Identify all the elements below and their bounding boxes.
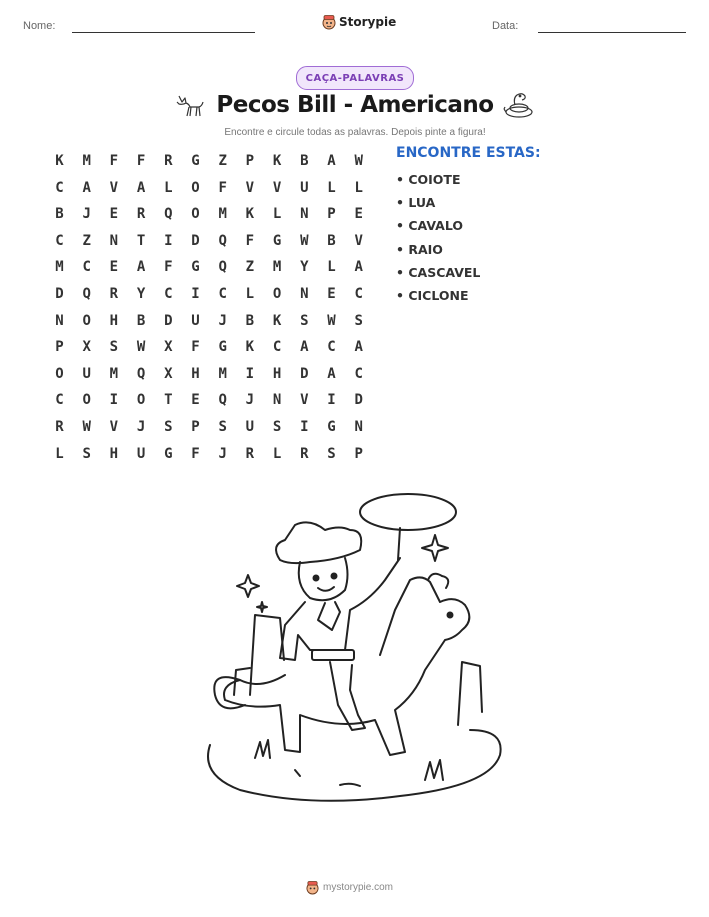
grid-cell[interactable]: Q	[218, 392, 227, 409]
grid-cell[interactable]: Q	[164, 206, 173, 223]
grid-cell[interactable]: O	[136, 392, 146, 409]
name-field-line[interactable]	[72, 32, 255, 33]
grid-cell[interactable]: Y	[300, 259, 309, 276]
grid-cell[interactable]: Z	[245, 259, 255, 276]
grid-cell[interactable]: R	[164, 153, 173, 169]
grid-cell[interactable]: N	[354, 419, 363, 435]
grid-cell[interactable]: N	[300, 286, 309, 302]
grid-cell[interactable]: R	[245, 445, 255, 462]
grid-cell[interactable]: O	[55, 365, 64, 382]
page-title: Pecos Bill - Americano	[216, 92, 494, 118]
grid-cell[interactable]: Q	[136, 365, 146, 382]
grid-cell[interactable]: V	[272, 179, 282, 196]
grid-cell[interactable]: F	[164, 259, 173, 276]
grid-cell[interactable]: E	[109, 259, 119, 276]
grid-cell[interactable]: C	[82, 259, 91, 276]
coyote-icon	[175, 92, 205, 120]
grid-cell[interactable]: E	[109, 206, 119, 223]
grid-cell[interactable]: H	[109, 445, 119, 462]
grid-cell[interactable]: Z	[218, 153, 227, 169]
grid-cell[interactable]: A	[82, 179, 91, 196]
grid-cell[interactable]: X	[164, 365, 173, 382]
grid-cell[interactable]: F	[136, 153, 146, 169]
grid-cell[interactable]: O	[191, 179, 200, 196]
grid-cell[interactable]: Z	[82, 232, 91, 249]
grid-cell[interactable]: C	[218, 286, 227, 302]
grid-cell[interactable]: K	[272, 312, 282, 329]
grid-cell[interactable]: L	[245, 286, 255, 302]
grid-cell[interactable]: J	[82, 206, 91, 223]
grid-cell[interactable]: F	[191, 339, 200, 356]
grid-cell[interactable]: S	[164, 419, 173, 435]
grid-cell[interactable]: A	[300, 339, 309, 356]
grid-cell[interactable]: Q	[218, 232, 227, 249]
grid-cell[interactable]: V	[245, 179, 255, 196]
grid-cell[interactable]: G	[191, 153, 200, 169]
grid-cell[interactable]: J	[136, 419, 146, 435]
storypie-mascot-icon	[322, 14, 336, 30]
grid-cell[interactable]: K	[272, 153, 282, 169]
grid-cell[interactable]: M	[272, 259, 282, 276]
grid-cell[interactable]: F	[218, 179, 227, 196]
grid-cell[interactable]: C	[272, 339, 282, 356]
grid-cell[interactable]: N	[300, 206, 309, 223]
word-list-title: ENCONTRE ESTAS:	[396, 145, 541, 161]
grid-cell[interactable]: O	[191, 206, 200, 223]
grid-cell[interactable]: P	[327, 206, 336, 223]
grid-cell[interactable]: D	[354, 392, 363, 409]
grid-cell[interactable]: O	[82, 312, 91, 329]
grid-cell[interactable]: G	[327, 419, 336, 435]
grid-cell[interactable]: P	[245, 153, 255, 169]
grid-cell[interactable]: S	[272, 419, 282, 435]
grid-cell[interactable]: L	[164, 179, 173, 196]
grid-cell[interactable]: S	[300, 312, 309, 329]
grid-cell[interactable]: Q	[218, 259, 227, 276]
grid-cell[interactable]: I	[245, 365, 255, 382]
grid-cell[interactable]: F	[109, 153, 119, 169]
grid-cell[interactable]: L	[55, 445, 64, 462]
word-item: • RAIO	[396, 241, 443, 257]
grid-cell[interactable]: C	[354, 365, 363, 382]
grid-cell[interactable]: K	[245, 339, 255, 356]
grid-cell[interactable]: T	[164, 392, 173, 409]
word-item: • CICLONE	[396, 287, 469, 303]
grid-cell[interactable]: E	[191, 392, 200, 409]
grid-cell[interactable]: U	[300, 179, 309, 196]
grid-cell[interactable]: L	[327, 179, 336, 196]
grid-cell[interactable]: B	[327, 232, 336, 249]
grid-cell[interactable]: W	[136, 339, 146, 356]
word-item: • COIOTE	[396, 172, 461, 187]
grid-cell[interactable]: O	[82, 392, 91, 409]
grid-cell[interactable]: A	[327, 153, 336, 169]
grid-cell[interactable]: I	[191, 286, 200, 302]
grid-cell[interactable]: M	[218, 206, 227, 223]
grid-cell[interactable]: I	[300, 419, 309, 435]
grid-cell[interactable]: D	[55, 286, 64, 302]
grid-cell[interactable]: Q	[82, 286, 91, 302]
grid-cell[interactable]: C	[164, 286, 173, 302]
grid-cell[interactable]: X	[82, 339, 91, 356]
grid-cell[interactable]: N	[55, 312, 64, 329]
grid-cell[interactable]: L	[327, 259, 336, 276]
grid-cell[interactable]: J	[218, 312, 227, 329]
grid-cell[interactable]: P	[55, 339, 64, 356]
grid-cell[interactable]: C	[327, 339, 336, 356]
grid-cell[interactable]: A	[354, 259, 363, 276]
grid-cell[interactable]: J	[245, 392, 255, 409]
grid-cell[interactable]: B	[55, 206, 64, 223]
grid-cell[interactable]: S	[82, 445, 91, 462]
grid-cell[interactable]: G	[191, 259, 200, 276]
grid-cell[interactable]: H	[109, 312, 119, 329]
grid-cell[interactable]: G	[218, 339, 227, 356]
grid-cell[interactable]: W	[354, 153, 363, 169]
grid-cell[interactable]: R	[136, 206, 146, 223]
grid-cell[interactable]: K	[55, 153, 64, 169]
grid-cell[interactable]: W	[327, 312, 336, 329]
grid-cell[interactable]: U	[191, 312, 200, 329]
grid-cell[interactable]: J	[218, 445, 227, 462]
grid-cell[interactable]: O	[272, 286, 282, 302]
grid-cell[interactable]: D	[191, 232, 200, 249]
grid-cell[interactable]: E	[327, 286, 336, 302]
grid-cell[interactable]: K	[245, 206, 255, 223]
grid-cell[interactable]: P	[191, 419, 200, 435]
instructions: Encontre e circule todas as palavras. Depois pinte a figura!	[224, 127, 486, 138]
grid-cell[interactable]: E	[354, 206, 363, 223]
grid-cell[interactable]: V	[109, 419, 119, 435]
grid-cell[interactable]: I	[164, 232, 173, 249]
date-label: Data:	[492, 20, 519, 32]
grid-cell[interactable]: D	[164, 312, 173, 329]
grid-cell[interactable]: L	[272, 445, 282, 462]
grid-cell[interactable]: R	[300, 445, 309, 462]
brand-name: Storypie	[339, 15, 397, 29]
grid-cell[interactable]: I	[327, 392, 336, 409]
grid-cell[interactable]: A	[354, 339, 363, 356]
grid-cell[interactable]: M	[55, 259, 64, 276]
grid-cell[interactable]: U	[82, 365, 91, 382]
grid-cell[interactable]: I	[109, 392, 119, 409]
name-label: Nome:	[23, 20, 56, 32]
grid-cell[interactable]: A	[136, 259, 146, 276]
grid-cell[interactable]: L	[354, 179, 363, 196]
word-list	[396, 172, 480, 311]
storypie-mascot-icon	[306, 880, 319, 895]
word-item: • CASCAVEL	[396, 264, 481, 280]
grid-cell[interactable]: S	[354, 312, 363, 329]
grid-cell[interactable]: Y	[136, 286, 146, 302]
grid-cell[interactable]: M	[82, 153, 91, 169]
grid-cell[interactable]: V	[354, 232, 363, 249]
grid-cell[interactable]: V	[300, 392, 309, 409]
grid-cell[interactable]: A	[136, 179, 146, 196]
grid-cell[interactable]: M	[218, 365, 227, 382]
grid-cell[interactable]: C	[55, 179, 64, 196]
grid-cell[interactable]: R	[109, 286, 119, 302]
cowboy-on-horse-illustration	[200, 490, 510, 810]
grid-cell[interactable]: B	[245, 312, 255, 329]
word-item: • CAVALO	[396, 218, 463, 234]
word-item: • LUA	[396, 195, 436, 211]
grid-cell[interactable]: N	[272, 392, 282, 409]
category-badge: CAÇA-PALAVRAS	[296, 66, 414, 90]
grid-cell[interactable]: H	[191, 365, 200, 382]
grid-cell[interactable]: T	[136, 232, 146, 249]
grid-cell[interactable]: M	[109, 365, 119, 382]
grid-cell[interactable]: X	[164, 339, 173, 356]
grid-cell[interactable]: G	[272, 232, 282, 249]
grid-cell[interactable]: V	[109, 179, 119, 196]
grid-cell[interactable]: G	[164, 445, 173, 462]
footer	[306, 880, 393, 895]
grid-cell[interactable]: A	[327, 365, 336, 382]
grid-cell[interactable]: S	[327, 445, 336, 462]
grid-cell[interactable]: H	[272, 365, 282, 382]
brand-logo	[322, 14, 396, 30]
grid-cell[interactable]: P	[354, 445, 363, 462]
grid-cell[interactable]: R	[55, 419, 64, 435]
grid-cell[interactable]: F	[245, 232, 255, 249]
grid-cell[interactable]: W	[82, 419, 91, 435]
grid-cell[interactable]: N	[109, 232, 119, 249]
grid-cell[interactable]: C	[55, 232, 64, 249]
grid-cell[interactable]: U	[245, 419, 255, 435]
grid-cell[interactable]: B	[300, 153, 309, 169]
footer-url[interactable]: mystorypie.com	[323, 882, 394, 893]
grid-cell[interactable]: C	[55, 392, 64, 409]
grid-cell[interactable]: U	[136, 445, 146, 462]
rattlesnake-icon	[503, 90, 535, 120]
grid-cell[interactable]: B	[136, 312, 146, 329]
grid-cell[interactable]: S	[218, 419, 227, 435]
grid-cell[interactable]: F	[191, 445, 200, 462]
date-field-line[interactable]	[538, 32, 686, 33]
grid-cell[interactable]: W	[300, 232, 309, 249]
grid-cell[interactable]: S	[109, 339, 119, 356]
grid-cell[interactable]: D	[300, 365, 309, 382]
grid-cell[interactable]: L	[272, 206, 282, 223]
grid-cell[interactable]: C	[354, 286, 363, 302]
